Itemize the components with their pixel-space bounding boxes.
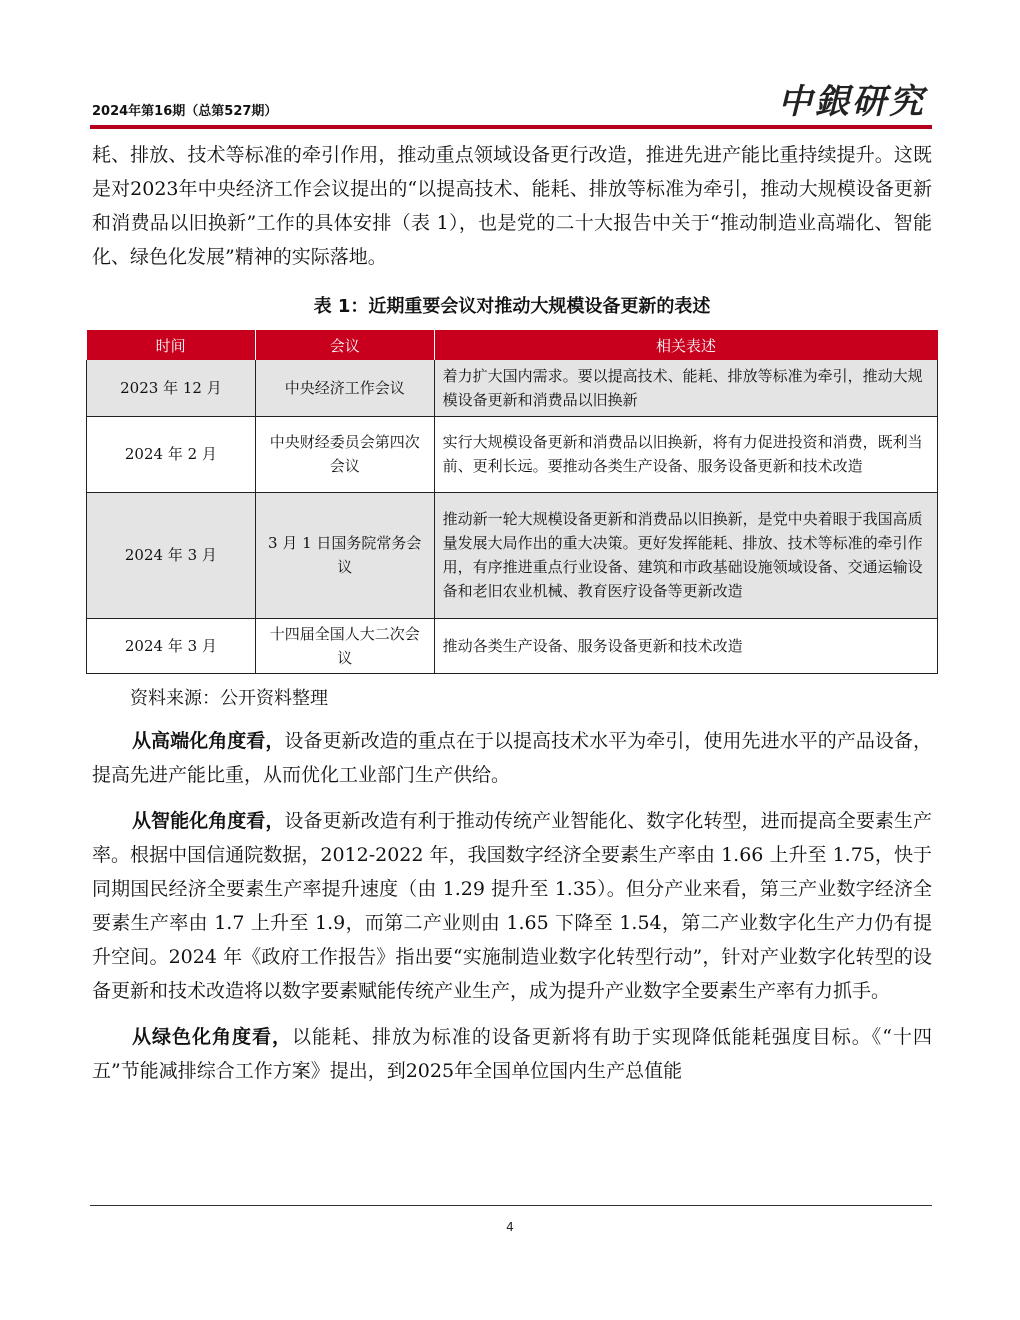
cell-statement: 着力扩大国内需求。要以提高技术、能耗、排放等标准为牵引，推动大规模设备更新和消费品以旧换新 [434, 360, 937, 416]
page-number: 4 [506, 1220, 514, 1234]
paragraph-intelligent [92, 804, 932, 1008]
footer-rule [90, 1205, 932, 1206]
table-row [87, 416, 938, 492]
paragraph-lead: 从高端化角度看， [132, 729, 285, 752]
cell-meeting: 中央经济工作会议 [255, 360, 434, 416]
cell-meeting: 中央财经委员会第四次会议 [255, 416, 434, 492]
paragraph-lead: 从绿色化角度看， [132, 1025, 292, 1048]
cell-time: 2023 年 12 月 [87, 360, 256, 416]
cell-statement: 推动各类生产设备、服务设备更新和技术改造 [434, 618, 937, 673]
header-time: 时间 [87, 330, 256, 360]
table-row [87, 492, 938, 618]
page-header [90, 72, 932, 132]
cell-statement: 实行大规模设备更新和消费品以旧换新，将有力促进投资和消费，既利当前、更利长远。要推动各类生产设备、服务设备更新和技术改造 [434, 416, 937, 492]
paragraph-green [92, 1020, 932, 1088]
table-row [87, 360, 938, 416]
table-title: 表 1：近期重要会议对推动大规模设备更新的表述 [313, 296, 711, 317]
meetings-table [86, 330, 938, 674]
issue-label: 2024年第16期（总第527期） [92, 104, 278, 119]
document-body [92, 138, 932, 1088]
header-meeting: 会议 [255, 330, 434, 360]
cell-time: 2024 年 3 月 [87, 618, 256, 673]
cell-time: 2024 年 2 月 [87, 416, 256, 492]
paragraph-lead: 从智能化角度看， [132, 809, 285, 832]
paragraph-text: 以能耗、排放为标准的设备更新将有助于实现降低能耗强度目标。《“十四五”节能减排综合工作方案》提出，到2025年全国单位国内生产总值能 [92, 1025, 932, 1082]
cell-statement: 推动新一轮大规模设备更新和消费品以旧换新，是党中央着眼于我国高质量发展大局作出的重大决策。更好发挥能耗、排放、技术等标准的牵引作用，有序推进重点行业设备、建筑和市政基础设施领域设备、交通运输设备和老旧农业机械、教育医疗设备等更新改造 [434, 492, 937, 618]
header-rule [90, 125, 932, 129]
paragraph-text: 设备更新改造的重点在于以提高技术水平为牵引，使用先进水平的产品设备，提高先进产能比重，从而优化工业部门生产供给。 [92, 729, 932, 786]
logo: 中銀研究 [778, 82, 926, 122]
cell-meeting: 十四届全国人大二次会议 [255, 618, 434, 673]
table-source: 资料来源：公开资料整理 [130, 687, 328, 709]
header-statement: 相关表述 [434, 330, 937, 360]
table-row [87, 618, 938, 673]
table-header-row [87, 330, 938, 360]
paragraph-text: 设备更新改造有利于推动传统产业智能化、数字化转型，进而提高全要素生产率。根据中国信通院数据，2012-2022 年，我国数字经济全要素生产率由 1.66 上升至 1.75，快于同期国民经济全要素生产率提升速度（由 1.29 提升至 1.35）。但分产业来看，第三产业数字经济全要素生产率由 1.7 上升至 1.9，而第二产业则由 1.65 下降至 1.54，第二产业数字化生产力仍有提升空间。2024 年《政府工作报告》指出要“实施制造业数字化转型行动”，针对产业数字化转型的设备更新和技术改造将以数字要素赋能传统产业生产，成为提升产业数字全要素生产率有力抓手。 [92, 809, 932, 1002]
cell-time: 2024 年 3 月 [87, 492, 256, 618]
paragraph-intro: 耗、排放、技术等标准的牵引作用，推动重点领域设备更行改造，推进先进产能比重持续提升。这既是对2023年中央经济工作会议提出的“以提高技术、能耗、排放等标准为牵引，推动大规模设备更新和消费品以旧换新”工作的具体安排（表 1），也是党的二十大报告中关于“推动制造业高端化、智能化、绿色化发展”精神的实际落地。 [92, 144, 932, 268]
cell-meeting: 3 月 1 日国务院常务会议 [255, 492, 434, 618]
paragraph-high-end [92, 724, 932, 792]
